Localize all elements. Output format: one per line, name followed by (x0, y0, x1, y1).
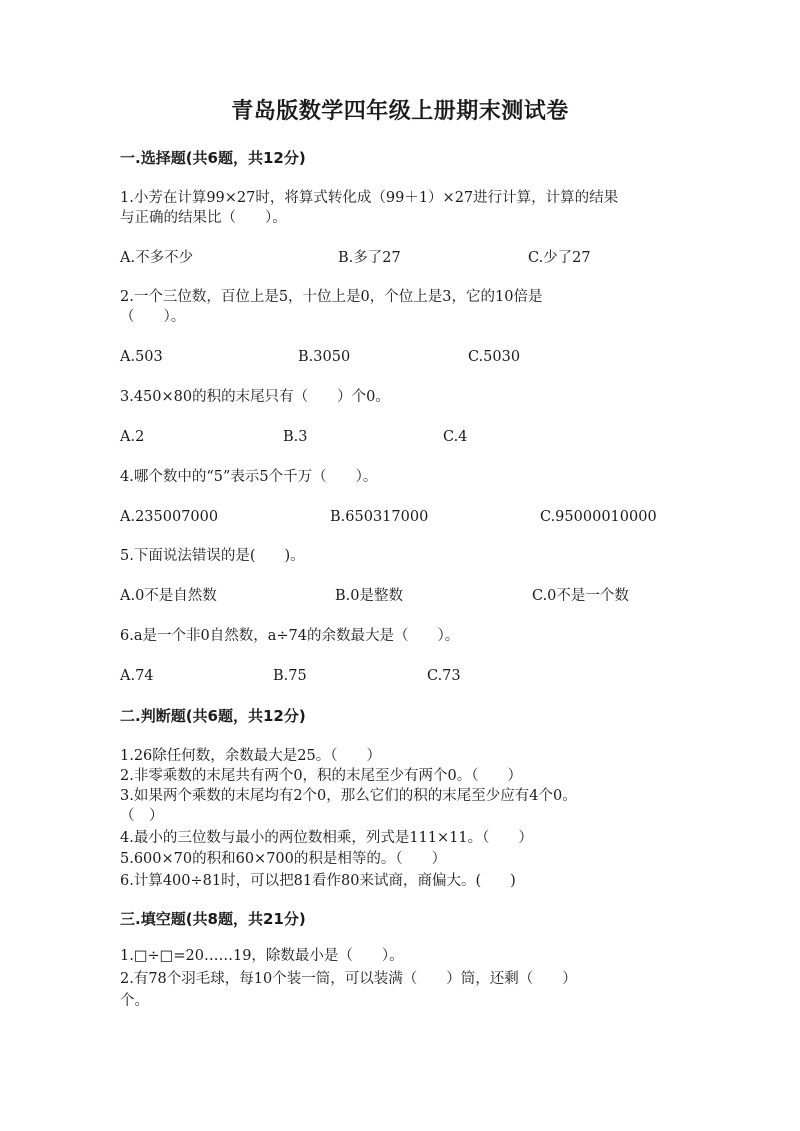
question-3-option-b: B.3 (283, 429, 308, 445)
section-header-fill: 三.填空题(共8题，共21分) (120, 910, 306, 928)
question-1-line-2: 与正确的结果比（ ）。 (120, 210, 287, 226)
page-title: 青岛版数学四年级上册期末测试卷 (231, 99, 569, 124)
section-header-choice: 一.选择题(共6题，共12分) (120, 149, 306, 167)
judge-line-6: 6.计算400÷81时，可以把81看作80来试商，商偏大。( ) (120, 873, 516, 889)
fill-line-1: 1.□÷□=20……19，除数最小是（ ）。 (120, 948, 404, 964)
question-1-line-1: 1.小芳在计算99×27时，将算式转化成（99＋1）×27进行计算，计算的结果 (120, 190, 619, 206)
question-1-option-a: A.不多不少 (120, 250, 194, 266)
section-header-judge: 二.判断题(共6题，共12分) (120, 707, 306, 725)
question-2-option-c: C.5030 (468, 349, 521, 365)
question-6-line-1: 6.a是一个非0自然数，a÷74的余数最大是（ ）。 (120, 628, 460, 644)
judge-line-1: 1.26除任何数，余数最大是25。（ ） (120, 748, 381, 764)
judge-line-2: 2.非零乘数的末尾共有两个0，积的末尾至少有两个0。（ ） (120, 768, 523, 784)
judge-line-3-cont: （ ） (120, 808, 164, 824)
question-3-option-c: C.4 (443, 429, 468, 445)
question-2-option-a: A.503 (120, 349, 163, 365)
question-2-line-2: （ ）。 (120, 309, 186, 325)
question-5-option-a: A.0不是自然数 (120, 588, 217, 604)
question-5-line-1: 5.下面说法错误的是( )。 (120, 548, 305, 564)
question-4-option-a: A.235007000 (120, 509, 219, 525)
question-5-option-c: C.0不是一个数 (532, 588, 629, 604)
question-2-line-1: 2.一个三位数，百位上是5，十位上是0，个位上是3，它的10倍是 (120, 289, 543, 305)
question-3-line-1: 3.450×80的积的末尾只有（ ）个0。 (120, 389, 390, 405)
question-1-option-c: C.少了27 (528, 250, 591, 266)
question-4-option-b: B.650317000 (330, 509, 429, 525)
judge-line-3: 3.如果两个乘数的末尾均有2个0，那么它们的积的末尾至少应有4个0。 (120, 788, 577, 804)
fill-line-2: 2.有78个羽毛球，每10个装一筒，可以装满（ ）筒，还剩（ ） (120, 971, 577, 987)
question-6-option-c: C.73 (427, 668, 461, 684)
question-4-line-1: 4.哪个数中的“5”表示5个千万（ ）。 (120, 469, 378, 485)
question-3-option-a: A.2 (120, 429, 145, 445)
question-6-option-a: A.74 (120, 668, 154, 684)
judge-line-5: 5.600×70的积和60×700的积是相等的。（ ） (120, 851, 447, 867)
fill-line-2-cont: 个。 (120, 993, 149, 1009)
question-6-option-b: B.75 (273, 668, 307, 684)
question-4-option-c: C.95000010000 (540, 509, 657, 525)
judge-line-4: 4.最小的三位数与最小的两位数相乘，列式是111×11。（ ） (120, 830, 533, 846)
question-2-option-b: B.3050 (298, 349, 351, 365)
question-5-option-b: B.0是整数 (335, 588, 403, 604)
question-1-option-b: B.多了27 (338, 250, 401, 266)
